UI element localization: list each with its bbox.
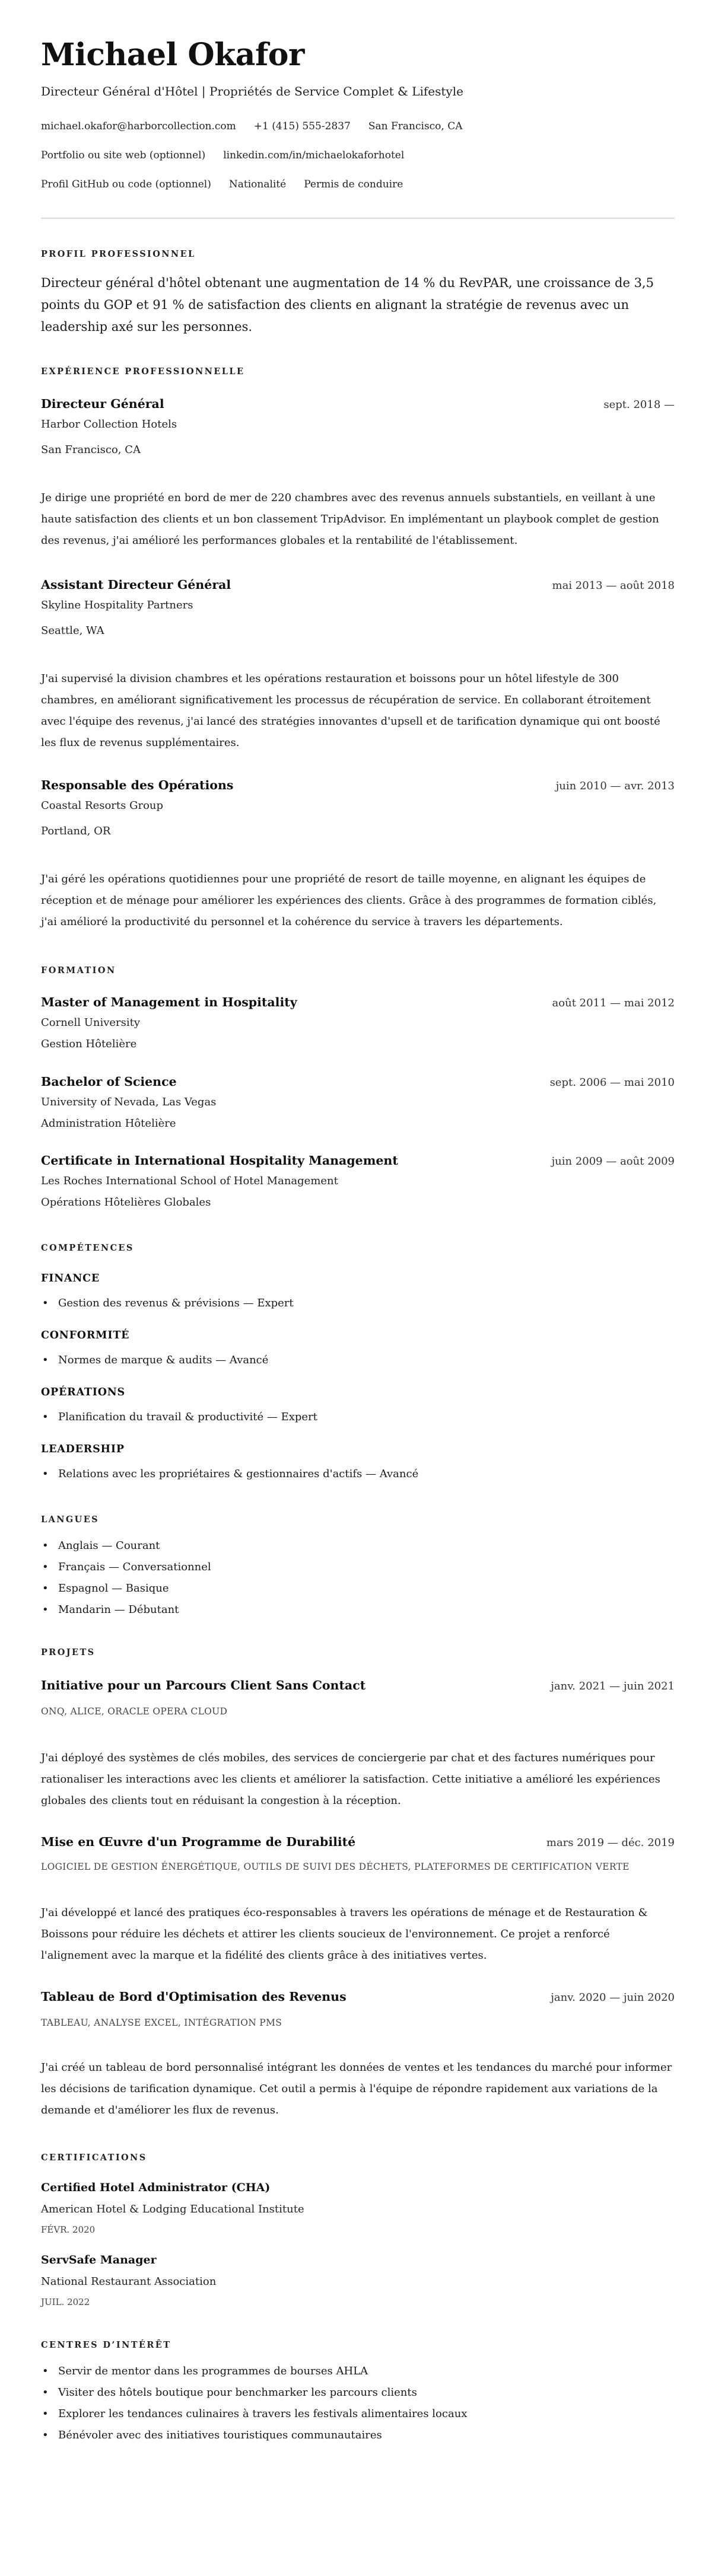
job-title: Assistant Directeur Général bbox=[41, 578, 231, 592]
skill-item: • Gestion des revenus & prévisions — Expert bbox=[41, 1295, 675, 1312]
skill-group bbox=[41, 1442, 675, 1483]
degree-title: Master of Management in Hospitality bbox=[41, 995, 297, 1009]
project-entry bbox=[41, 1833, 675, 1966]
section-heading: PROJETS bbox=[41, 1647, 96, 1657]
interest-item: • Servir de mentor dans les programmes de bourses AHLA bbox=[41, 2361, 675, 2382]
school-name: Les Roches International School of Hotel Management bbox=[41, 1175, 338, 1187]
certification-name: Certified Hotel Administrator (CHA) bbox=[41, 2181, 271, 2194]
job-company: Harbor Collection Hotels bbox=[41, 418, 177, 431]
experience-section bbox=[41, 366, 675, 933]
candidate-headline: Directeur Général d'Hôtel | Propriétés de Service Complet & Lifestyle bbox=[41, 84, 463, 98]
interests-section bbox=[41, 2339, 675, 2446]
degree-title: Certificate in International Hospitality Management bbox=[41, 1153, 398, 1168]
project-technologies: TABLEAU, ANALYSE EXCEL, INTÉGRATION PMS bbox=[41, 2017, 282, 2028]
language-item: • Espagnol — Basique bbox=[41, 1578, 675, 1599]
project-title: Tableau de Bord d'Optimisation des Revenus bbox=[41, 1990, 347, 2004]
skill-group bbox=[41, 1271, 675, 1312]
education-dates: juin 2009 — août 2009 bbox=[551, 1155, 675, 1168]
school-name: University of Nevada, Las Vegas bbox=[41, 1096, 217, 1108]
project-description: J'ai créé un tableau de bord personnalisé intégrant les données de ventes et les tendances du marché pour informer les décisions de tarification dynamique. Cet outil a permis à l'équipe de répondre rapidement aux variations de la demande et d'améliorer les flux de revenus. bbox=[41, 2061, 672, 2116]
education-dates: août 2011 — mai 2012 bbox=[552, 997, 675, 1009]
resume-header bbox=[41, 37, 675, 193]
section-heading: LANGUES bbox=[41, 1515, 100, 1525]
certification-entry bbox=[41, 2252, 675, 2309]
project-technologies: ONQ, ALICE, ORACLE OPERA CLOUD bbox=[41, 1706, 228, 1717]
section-heading: FORMATION bbox=[41, 965, 116, 975]
candidate-name: Michael Okafor bbox=[41, 37, 304, 73]
job-dates: sept. 2018 — bbox=[603, 398, 675, 411]
field-of-study: Opérations Hôtelières Globales bbox=[41, 1196, 211, 1209]
contact-github[interactable]: Profil GitHub ou code (optionnel) bbox=[41, 178, 211, 190]
education-section bbox=[41, 965, 675, 1211]
skill-group bbox=[41, 1385, 675, 1426]
summary-section bbox=[41, 248, 675, 338]
experience-entry bbox=[41, 395, 675, 551]
interest-item: • Visiter des hôtels boutique pour benchmarker les parcours clients bbox=[41, 2382, 675, 2403]
field-of-study: Gestion Hôtelière bbox=[41, 1038, 137, 1050]
language-item: • Français — Conversationnel bbox=[41, 1557, 675, 1578]
job-location: Portland, OR bbox=[41, 825, 111, 837]
school-name: Cornell University bbox=[41, 1016, 141, 1029]
section-heading: PROFIL PROFESSIONNEL bbox=[41, 249, 196, 259]
experience-entry bbox=[41, 576, 675, 754]
education-entry bbox=[41, 993, 675, 1053]
job-location: San Francisco, CA bbox=[41, 444, 141, 456]
skill-group bbox=[41, 1328, 675, 1369]
certification-date: FÉVR. 2020 bbox=[41, 2224, 96, 2235]
skill-group-name: CONFORMITÉ bbox=[41, 1330, 130, 1341]
certifications-section bbox=[41, 2152, 675, 2309]
language-item: • Mandarin — Débutant bbox=[41, 1599, 675, 1621]
field-of-study: Administration Hôtelière bbox=[41, 1117, 176, 1130]
project-dates: janv. 2020 — juin 2020 bbox=[551, 1991, 675, 2004]
job-location: Seattle, WA bbox=[41, 624, 104, 637]
certification-entry bbox=[41, 2179, 675, 2237]
degree-title: Bachelor of Science bbox=[41, 1075, 177, 1089]
job-title: Directeur Général bbox=[41, 397, 164, 411]
contact-row bbox=[41, 147, 675, 164]
experience-entry bbox=[41, 776, 675, 933]
education-entry bbox=[41, 1073, 675, 1132]
skill-group-name: FINANCE bbox=[41, 1273, 100, 1284]
job-description: J'ai géré les opérations quotidiennes pour une propriété de resort de taille moyenne, en alignant les équipes de réception et de ménage pour améliorer les expériences des clients. Grâce à des programmes de formation ciblés, j'ai amélioré la productivité du personnel et la cohérence du service à travers les départements. bbox=[41, 873, 657, 928]
project-entry bbox=[41, 1676, 675, 1812]
projects-section bbox=[41, 1647, 675, 2121]
language-item: • Anglais — Courant bbox=[41, 1535, 675, 1557]
languages-section bbox=[41, 1514, 675, 1621]
interest-item: • Explorer les tendances culinaires à travers les festivals alimentaires locaux bbox=[41, 2403, 675, 2425]
project-dates: janv. 2021 — juin 2021 bbox=[551, 1680, 675, 1692]
job-company: Skyline Hospitality Partners bbox=[41, 599, 193, 611]
interest-item: • Bénévoler avec des initiatives touristiques communautaires bbox=[41, 2425, 675, 2446]
skills-section bbox=[41, 1242, 675, 1483]
project-technologies: LOGICIEL DE GESTION ÉNERGÉTIQUE, OUTILS DE SUIVI DES DÉCHETS, PLATEFORMES DE CERTIFICATION VERTE bbox=[41, 1861, 630, 1872]
job-title: Responsable des Opérations bbox=[41, 778, 234, 792]
skill-item: • Planification du travail & productivité — Expert bbox=[41, 1409, 675, 1426]
education-entry bbox=[41, 1152, 675, 1211]
contact-phone[interactable]: +1 (415) 555-2837 bbox=[253, 120, 351, 132]
project-dates: mars 2019 — déc. 2019 bbox=[546, 1837, 675, 1849]
section-heading: COMPÉTENCES bbox=[41, 1243, 134, 1253]
education-dates: sept. 2006 — mai 2010 bbox=[549, 1076, 675, 1089]
certification-issuer: National Restaurant Association bbox=[41, 2275, 217, 2288]
skill-item: • Relations avec les propriétaires & gestionnaires d'actifs — Avancé bbox=[41, 1466, 675, 1483]
contact-email[interactable]: michael.okafor@harborcollection.com bbox=[41, 120, 236, 132]
certification-name: ServSafe Manager bbox=[41, 2253, 157, 2266]
contact-row bbox=[41, 118, 675, 135]
job-company: Coastal Resorts Group bbox=[41, 799, 164, 812]
contact-portfolio[interactable]: Portfolio ou site web (optionnel) bbox=[41, 149, 206, 161]
job-description: Je dirige une propriété en bord de mer de 220 chambres avec des revenus annuels substantiels, en veillant à une haute satisfaction des clients et un bon classement TripAdvisor. En implémentant un playbook complet de gestion des revenus, j'ai amélioré les performances globales et la rentabilité de l'établissement. bbox=[41, 492, 659, 547]
contact-nationality: Nationalité bbox=[228, 178, 287, 190]
project-entry bbox=[41, 1988, 675, 2121]
project-title: Mise en Œuvre d'un Programme de Durabilité bbox=[41, 1835, 356, 1849]
contact-location: San Francisco, CA bbox=[368, 120, 463, 132]
skill-item: • Normes de marque & audits — Avancé bbox=[41, 1352, 675, 1369]
skill-group-name: OPÉRATIONS bbox=[41, 1386, 125, 1398]
project-description: J'ai développé et lancé des pratiques éco-responsables à travers les opérations de ménage et de Restauration & Boissons pour réduire les déchets et attirer les clients soucieux de l'environnement. Ce projet a renforcé l'alignement avec la marque et la fidélité des clients grâce à des initiatives vertes. bbox=[41, 1907, 648, 1962]
project-description: J'ai déployé des systèmes de clés mobiles, des services de conciergerie par chat et des factures numériques pour rationaliser les interactions avec les clients et améliorer la satisfaction. Cette initiative a amélioré les expériences globales des clients tout en réduisant la congestion à la réception. bbox=[41, 1752, 660, 1807]
job-description: J'ai supervisé la division chambres et les opérations restauration et boissons pour un hôtel lifestyle de 300 chambres, en améliorant significativement les processus de récupération de service. En collaborant étroitement avec l'équipe des revenus, j'ai lancé des stratégies innovantes d'upsell et de tarification dynamique qui ont boosté les flux de revenus supplémentaires. bbox=[41, 672, 660, 749]
job-dates: mai 2013 — août 2018 bbox=[552, 579, 675, 592]
header-divider bbox=[41, 218, 675, 219]
contact-row bbox=[41, 176, 675, 193]
certification-date: JUIL. 2022 bbox=[41, 2297, 90, 2307]
job-dates: juin 2010 — avr. 2013 bbox=[555, 780, 675, 792]
contact-linkedin[interactable]: linkedin.com/in/michaelokaforhotel bbox=[223, 149, 405, 161]
section-heading: EXPÉRIENCE PROFESSIONNELLE bbox=[41, 366, 245, 377]
skill-group-name: LEADERSHIP bbox=[41, 1443, 125, 1455]
contact-driving-license: Permis de conduire bbox=[304, 178, 403, 190]
section-heading: CENTRES D’INTÉRÊT bbox=[41, 2340, 171, 2350]
section-heading: CERTIFICATIONS bbox=[41, 2153, 147, 2163]
summary-text: Directeur général d'hôtel obtenant une augmentation de 14 % du RevPAR, une croissance de 3,5 points du GOP et 91 % de satisfaction des clients en alignant la stratégie de revenus avec un leadership axé sur les personnes. bbox=[41, 276, 654, 334]
project-title: Initiative pour un Parcours Client Sans Contact bbox=[41, 1678, 366, 1692]
certification-issuer: American Hotel & Lodging Educational Institute bbox=[41, 2203, 304, 2215]
